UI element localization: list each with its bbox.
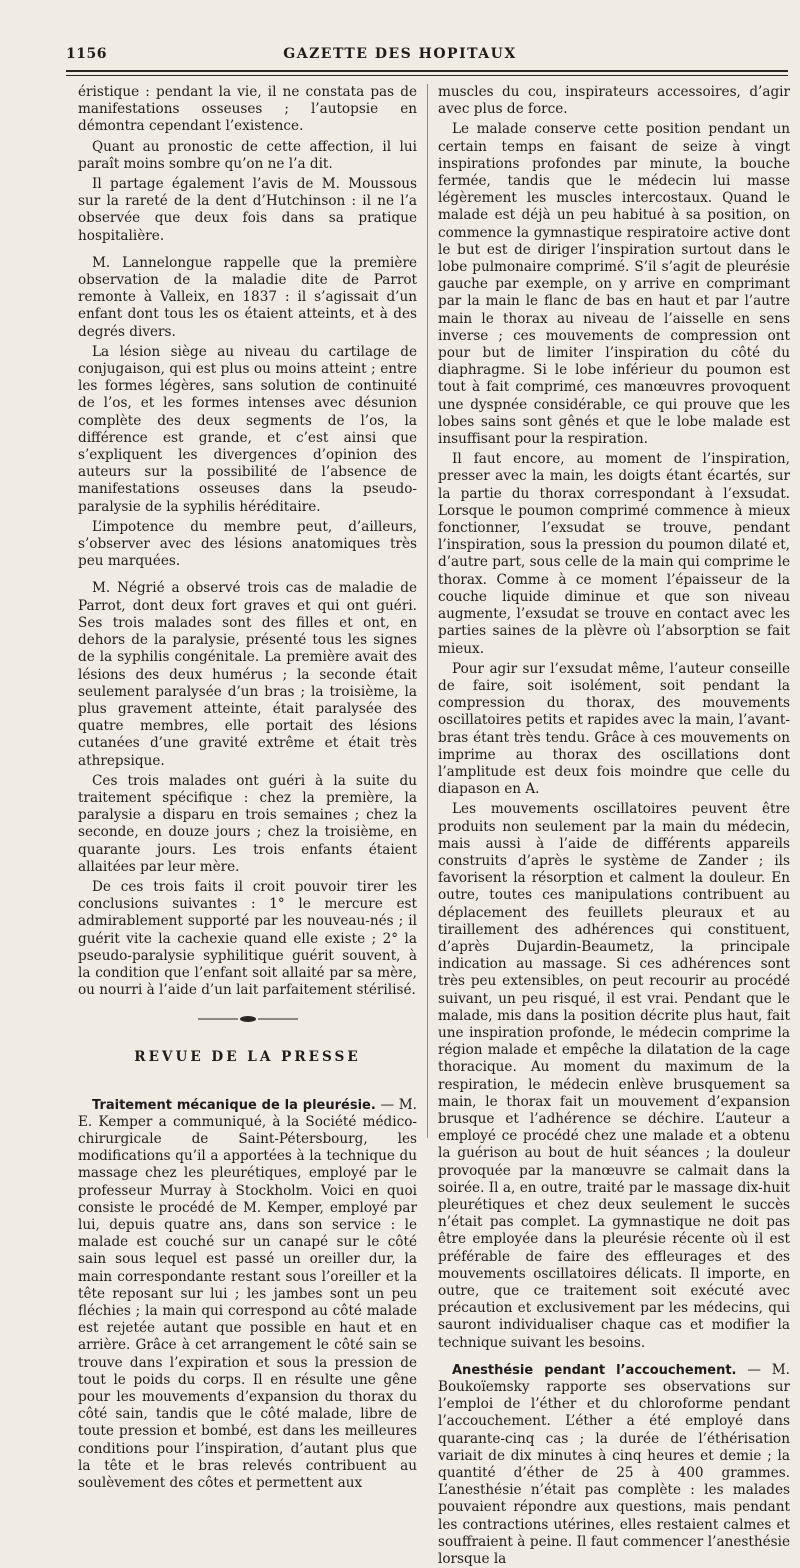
right-paragraph-3: Il faut encore, au moment de l’inspiration, presser avec la main, les doigts étant écartés, sur la partie du thorax correspondant à l’exsudat. Lorsque le poumon comprimé commence à mieux fonctionner, l’exsudat se trouve, pendant l’inspiration, sous la pression du poumon dilaté et, d’autre part, sous celle de la main qui comprime le thorax. Comme à ce moment l’épaisseur de la couche liquide diminue et que son niveau augmente, l’exsudat se trouve en contact avec les parties saines de la plèvre où l’absorption se fait mieux. (438, 451, 790, 657)
article-2-title: Anesthésie pendant l’accouchement. (452, 1362, 737, 1378)
header-rule (66, 70, 788, 72)
left-column (78, 84, 417, 1492)
running-head: GAZETTE DES HOPITAUX (283, 46, 517, 62)
left-paragraph-4: M. Lannelongue rappelle que la première observation de la maladie dite de Parrot remonte à Valleix, en 1837 : il s’agissait d’un enfant dont tous les os étaient atteints, et à des degrés divers. (78, 254, 417, 340)
article-2-paragraph (438, 1362, 790, 1568)
left-paragraph-6: L’impotence du membre peut, d’ailleurs, s’observer avec des lésions anatomiques très peu marquées. (78, 518, 417, 570)
left-paragraph-8: Ces trois malades ont guéri à la suite du traitement spécifique : chez la première, la paralysie a disparu en trois semaines ; chez la seconde, en douze jours ; chez la troisième, en quarante jours. Les trois enfants étaient allaitées par leur mère. (78, 772, 417, 875)
left-paragraph-1: éristique : pendant la vie, il ne constata pas de manifestations osseuses ; l’autopsie en démontra cependant l’existence. (78, 84, 417, 135)
section-heading: REVUE DE LA PRESSE (134, 1049, 361, 1066)
right-column (438, 84, 790, 1568)
article-1-paragraph (78, 1097, 417, 1493)
ornament-rule (198, 1015, 298, 1023)
left-paragraph-2: Quant au pronostic de cette affection, il lui paraît moins sombre qu’on ne l’a dit. (78, 138, 417, 172)
article-2-text: — M. Boukoïemsky rapporte ses observations sur l’emploi de l’éther et du chloroforme pendant l’accouchement. L’éther a été employé dans quarante-cinq cas ; la durée de l’éthérisation variait de dix minutes à cinq heures et demie ; la quantité d’éther de 25 à 400 grammes. L’anesthésie n’était pas complète : les malades pouvaient répondre aux questions, mais pendant les contractions utérines, elles restaient calmes et souffraient à peine. Il faut commencer l’anesthésie lorsque la (438, 1361, 790, 1568)
article-1-title: Traitement mécanique de la pleurésie. (92, 1097, 376, 1113)
left-paragraph-5: La lésion siège au niveau du cartilage de conjugaison, qui est plus ou moins atteint ; entre les formes légères, sans solution de continuité de l’os, et les formes intenses avec désunion complète des deux segments de l’os, la différence est grande, et c’est ainsi que s’expliquent les divergences d’opinion des auteurs sur la possibilité de l’absence de manifestations osseuses dans la pseudo-paralysie de la syphilis héréditaire. (78, 343, 417, 515)
header-rule-thin (66, 75, 788, 76)
page-number: 1156 (66, 46, 107, 62)
article-1-text: — M. E. Kemper a communiqué, à la Société médico-chirurgicale de Saint-Pétersbourg, les modifications qu’il a apportées à la technique du massage chez les pleurétiques, employé par le professeur Murray à Stockholm. Voici en quoi consiste le procédé de M. Kemper, employé par lui, depuis quatre ans, dans son service : le malade est couché sur un canapé sur le côté sain sous lequel est passé un oreiller dur, la main correspondante restant sous l’oreiller et la tête reposant sur lui ; les jambes sont un peu fléchies ; la main qui correspond au côté malade est rejetée autant que possible en haut et en arrière. Grâce à cet arrangement le côté sain se trouve dans l’expiration et sous la pression de tout le poids du corps. Il en résulte une gêne pour les mouvements d’expansion du thorax du côté sain, tandis que le côté malade, libre de toute pression et bombé, est dans les meilleures conditions pour l’inspiration, d’autant plus que la tête et le bras relevés contribuent au soulèvement des côtes et permettent aux (78, 1096, 417, 1492)
right-paragraph-5: Les mouvements oscillatoires peuvent être produits non seulement par la main du médecin, mais aussi à l’aide de différents appareils construits d’après le système de Zander ; ils favorisent la résorption et calment la douleur. En outre, toutes ces manipulations contribuent au déplacement des feuillets pleuraux et au tiraillement des adhérences qui constituent, d’après Dujardin-Beaumetz, la principale indication au massage. Si ces adhérences sont très peu extensibles, on peut recourir au procédé suivant, un peu risqué, il est vrai. Pendant que le malade, mis dans la position décrite plus haut, fait une inspiration profonde, le médecin comprime la région malade et empêche la dilatation de la cage thoracique. Au moment du maximum de la respiration, le médecin enlève brusquement sa main, le thorax fait un mouvement d’expansion brusque et l’adhérence se déchire. L’auteur a employé ce procédé chez une malade et a obtenu la guérison au bout de huit séances ; la douleur provoquée par la manœuvre se calmait dans la soirée. Il a, en outre, traité par le massage dix-huit pleurétiques et chez deux seulement le succès n’était pas complet. La gymnastique ne doit pas être employée dans la pleurésie récente où il est préférable de faire des effleurages et des mouvements oscillatoires délicats. Il importe, en outre, que ce traitement soit exécuté avec précaution et exclusivement par les médecins, qui sauront individualiser chaque cas et modifier la technique suivant les besoins. (438, 801, 790, 1351)
right-paragraph-1: muscles du cou, inspirateurs accessoires, d’agir avec plus de force. (438, 84, 790, 118)
column-divider (427, 84, 428, 1138)
right-paragraph-4: Pour agir sur l’exsudat même, l’auteur conseille de faire, soit isolément, soit pendant la compression du thorax, des mouvements oscillatoires petits et rapides avec la main, l’avant-bras étant très tendu. Grâce à ces mouvements on imprime au thorax des oscillations dont l’amplitude est deux fois moindre que celle du diapason en A. (438, 660, 790, 798)
left-paragraph-3: Il partage également l’avis de M. Moussous sur la rareté de la dent d’Hutchinson : il ne l’a observée que deux fois dans sa pratique hospitalière. (78, 176, 417, 244)
right-paragraph-2: Le malade conserve cette position pendant un certain temps en faisant de seize à vingt inspirations profondes par minute, la bouche fermée, tandis que le médecin lui masse légèrement les muscles intercostaux. Quand le malade est déjà un peu habitué à sa position, on commence la gymnastique respiratoire active dont le but est de diriger l’inspiration surtout dans le lobe pulmonaire comprimé. S’il s’agit de pleurésie gauche par exemple, on y arrive en comprimant par la main le flanc de bas en haut et par l’autre main le thorax au niveau de l’aisselle en sens inverse ; ces mouvements de compression ont pour but de limiter l’inspiration du côté du diaphragme. Si le lobe inférieur du poumon est tout à fait comprimé, ces manœuvres provoquent une dyspnée considérable, ce qui prouve que les lobes sains sont gênés et que le lobe malade est insuffisant pour la respiration. (438, 121, 790, 448)
left-paragraph-7: M. Négrié a observé trois cas de maladie de Parrot, dont deux fort graves et qui ont guéri. Ses trois malades sont des filles et ont, en dehors de la paralysie, présenté tous les signes de la syphilis congénitale. La première avait des lésions des deux humérus ; la seconde était seulement paralysée d’un bras ; la troisième, la plus gravement atteinte, était paralysée des quatre membres, elle portait des lésions cutanées d’une gravité extrême et était très athrepsique. (78, 580, 417, 769)
left-paragraph-9: De ces trois faits il croit pouvoir tirer les conclusions suivantes : 1° le mercure est admirablement supporté par les nouveau-nés ; il guérit vite la cachexie quand elle existe ; 2° la pseudo-paralysie syphilitique guérit souvent, à la condition que l’enfant soit allaité par sa mère, ou nourri à l’aide d’un lait parfaitement stérilisé. (78, 878, 417, 999)
